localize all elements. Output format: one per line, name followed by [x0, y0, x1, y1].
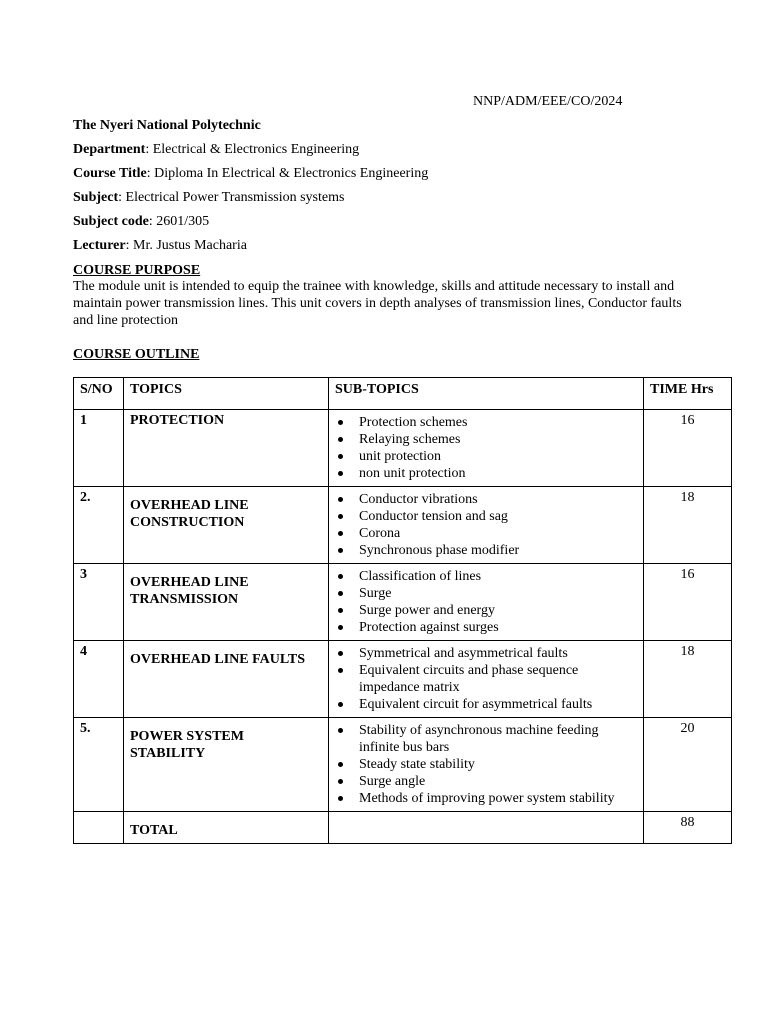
row-time: 16	[644, 410, 732, 487]
list-item: Equivalent circuit for asymmetrical faults	[335, 696, 637, 713]
row-topic: POWER SYSTEM STABILITY	[124, 718, 329, 812]
institution-name: The Nyeri National Polytechnic	[73, 118, 261, 133]
course-purpose-heading: COURSE PURPOSE	[73, 263, 201, 278]
row-time: 18	[644, 487, 732, 564]
list-item: Surge	[335, 585, 637, 602]
row-subtopics	[329, 564, 644, 641]
table-total-row	[74, 812, 732, 844]
row-time: 18	[644, 641, 732, 718]
list-item: Classification of lines	[335, 568, 637, 585]
department-line: Department: Electrical & Electronics Engineering	[73, 142, 360, 157]
list-item: unit protection	[335, 448, 637, 465]
row-sno: 3	[74, 564, 124, 641]
row-topic: PROTECTION	[124, 410, 329, 487]
list-item: Protection schemes	[335, 414, 637, 431]
row-sno: 4	[74, 641, 124, 718]
course-outline-table	[73, 377, 732, 844]
list-item: Surge power and energy	[335, 602, 637, 619]
list-item: Equivalent circuits and phase sequence impedance matrix	[335, 662, 637, 696]
course-purpose-text: The module unit is intended to equip the trainee with knowledge, skills and attitude necessary to install and maintain power transmission lines. This unit covers in depth analyses of transmission lines, Conductor faults and line protection	[73, 279, 682, 328]
table-header-row	[74, 378, 732, 410]
row-sno: 5.	[74, 718, 124, 812]
total-label: TOTAL	[124, 812, 329, 844]
subject-code-line: Subject code: 2601/305	[73, 214, 210, 229]
table-row	[74, 564, 732, 641]
list-item: Steady state stability	[335, 756, 637, 773]
header-subtopics: SUB-TOPICS	[329, 378, 644, 410]
list-item: Stability of asynchronous machine feeding infinite bus bars	[335, 722, 637, 756]
row-subtopics	[329, 410, 644, 487]
row-topic: OVERHEAD LINE FAULTS	[124, 641, 329, 718]
row-time: 20	[644, 718, 732, 812]
list-item: non unit protection	[335, 465, 637, 482]
row-sno: 1	[74, 410, 124, 487]
row-topic: OVERHEAD LINE CONSTRUCTION	[124, 487, 329, 564]
list-item: Corona	[335, 525, 637, 542]
row-topic: OVERHEAD LINE TRANSMISSION	[124, 564, 329, 641]
course-outline-heading: COURSE OUTLINE	[73, 347, 200, 362]
course-title-line: Course Title: Diploma In Electrical & Electronics Engineering	[73, 166, 429, 181]
document-reference-code: NNP/ADM/EEE/CO/2024	[473, 94, 623, 109]
list-item: Synchronous phase modifier	[335, 542, 637, 559]
row-subtopics	[329, 718, 644, 812]
list-item: Conductor vibrations	[335, 491, 637, 508]
lecturer-line: Lecturer: Mr. Justus Macharia	[73, 238, 247, 253]
row-time: 16	[644, 564, 732, 641]
list-item: Protection against surges	[335, 619, 637, 636]
row-sno: 2.	[74, 487, 124, 564]
list-item: Symmetrical and asymmetrical faults	[335, 645, 637, 662]
list-item: Methods of improving power system stability	[335, 790, 637, 807]
table-row	[74, 718, 732, 812]
table-row	[74, 487, 732, 564]
header-time: TIME Hrs	[644, 378, 732, 410]
subject-line: Subject: Electrical Power Transmission systems	[73, 190, 345, 205]
header-sno: S/NO	[74, 378, 124, 410]
total-sno-empty	[74, 812, 124, 844]
list-item: Surge angle	[335, 773, 637, 790]
table-row	[74, 641, 732, 718]
header-topics: TOPICS	[124, 378, 329, 410]
row-subtopics	[329, 487, 644, 564]
list-item: Relaying schemes	[335, 431, 637, 448]
document-header	[73, 117, 428, 261]
row-subtopics	[329, 641, 644, 718]
list-item: Conductor tension and sag	[335, 508, 637, 525]
total-time: 88	[644, 812, 732, 844]
table-row	[74, 410, 732, 487]
total-subtopics-empty	[329, 812, 644, 844]
